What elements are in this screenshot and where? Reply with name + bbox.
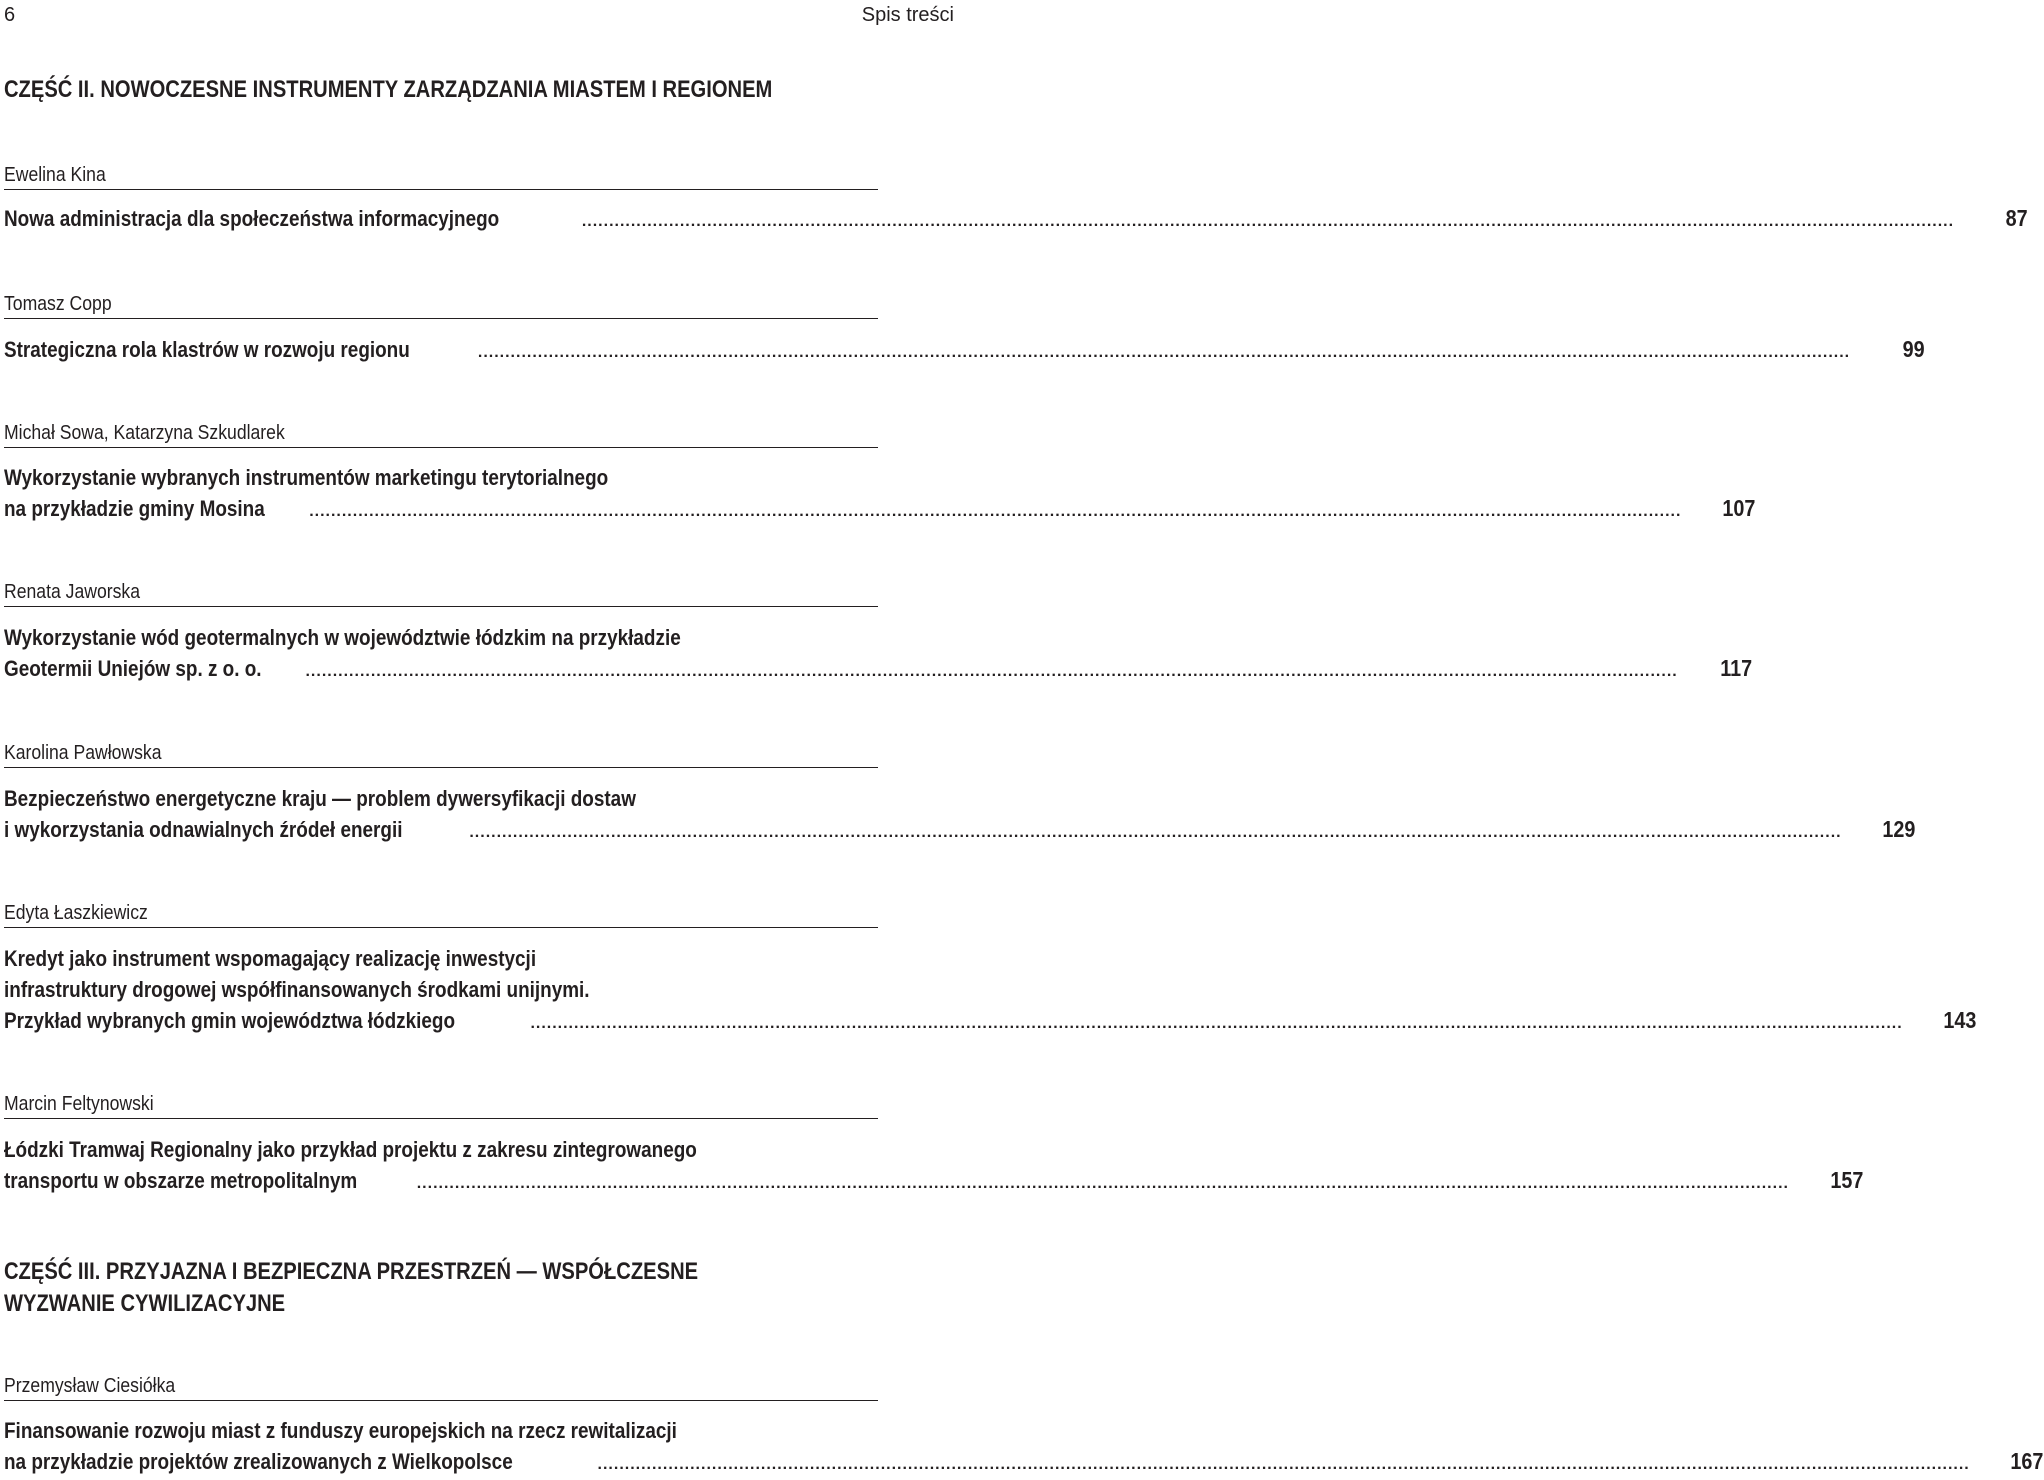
dot-leader: ............................................................................................................................................................................................................................................................ [305,663,1678,680]
dot-leader: ............................................................................................................................................................................................................................................................ [581,213,1955,230]
entry-title-line: Strategiczna rola klastrów w rozwoju regionu [4,337,410,362]
part-iii-heading [4,1256,760,1320]
entry-author: Edyta Łaszkiewicz [4,900,878,928]
entry-author: Karolina Pawłowska [4,740,878,768]
entry-title-line: Nowa administracja dla społeczeństwa informacyjnego [4,206,500,231]
entry-title-line: na przykładzie projektów zrealizowanych z Wielkopolsce [4,1449,513,1474]
page-number: 6 [4,4,16,26]
entry-title-line: na przykładzie gminy Mosina [4,496,265,521]
entry-title-line: Wykorzystanie wód geotermalnych w województwie łódzkim na przykładzie [4,625,681,650]
entry-title[interactable] [4,622,1752,687]
entry-title-line: Bezpieczeństwo energetyczne kraju — problem dywersyfikacji dostaw [4,786,636,811]
entry-title-line: Przykład wybranych gmin województwa łódzkiego [4,1008,456,1033]
entry-title-line: i wykorzystania odnawialnych źródeł energii [4,817,403,842]
entry-title-line: Geotermii Uniejów sp. z o. o. [4,656,262,681]
entry-page-number: 167 [2010,1448,2044,1474]
entry-author: Przemysław Ciesiółka [4,1373,878,1401]
dot-leader: ............................................................................................................................................................................................................................................................ [416,1175,1789,1192]
entry-title[interactable] [4,462,1756,527]
dot-leader: ............................................................................................................................................................................................................................................................ [597,1456,1970,1473]
entry-page-number: 107 [1722,495,1756,521]
entry-title-line: infrastruktury drogowej współfinansowanych środkami unijnymi. [4,977,590,1002]
entry-title-line: Finansowanie rozwoju miast z funduszy europejskich na rzecz rewitalizacji [4,1418,677,1443]
entry-page-number: 143 [1943,1007,1977,1033]
entry-author: Ewelina Kina [4,162,878,190]
entry-page-number: 157 [1829,1167,1863,1193]
entry-page-number: 99 [1902,336,1925,362]
entry-author: Renata Jaworska [4,579,878,607]
running-header: Spis treści [861,4,954,26]
entry-page-number: 87 [2006,205,2029,231]
entry-title[interactable] [4,1415,2044,1480]
dot-leader: ............................................................................................................................................................................................................................................................ [469,824,1842,841]
part-ii-heading: CZĘŚĆ II. NOWOCZESNE INSTRUMENTY ZARZĄDZANIA MIASTEM I REGIONEM [4,76,773,103]
dot-leader: ............................................................................................................................................................................................................................................................ [477,344,1851,361]
part-iii-heading-line: WYZWANIE CYWILIZACYJNE [4,1290,286,1317]
entry-title-line: transportu w obszarze metropolitalnym [4,1168,358,1193]
entry-title[interactable] [4,203,2029,237]
dot-leader: ............................................................................................................................................................................................................................................................ [530,1015,1903,1032]
entry-title[interactable] [4,334,1925,368]
entry-title[interactable] [4,1134,1863,1199]
entry-author: Michał Sowa, Katarzyna Szkudlarek [4,420,878,448]
entry-page-number: 129 [1882,816,1916,842]
entry-title[interactable] [4,943,1977,1039]
entry-title-line: Kredyt jako instrument wspomagający realizację inwestycji [4,946,537,971]
entry-title-line: Łódzki Tramwaj Regionalny jako przykład projektu z zakresu zintegrowanego [4,1137,697,1162]
entry-author: Marcin Feltynowski [4,1091,878,1119]
part-iii-heading-line: CZĘŚĆ III. PRZYJAZNA I BEZPIECZNA PRZESTRZEŃ — WSPÓŁCZESNE [4,1258,699,1285]
entry-title[interactable] [4,783,1916,848]
entry-title-line: Wykorzystanie wybranych instrumentów marketingu terytorialnego [4,465,609,490]
entry-page-number: 117 [1719,655,1752,681]
entry-author: Tomasz Copp [4,291,878,319]
dot-leader: ............................................................................................................................................................................................................................................................ [309,503,1682,520]
